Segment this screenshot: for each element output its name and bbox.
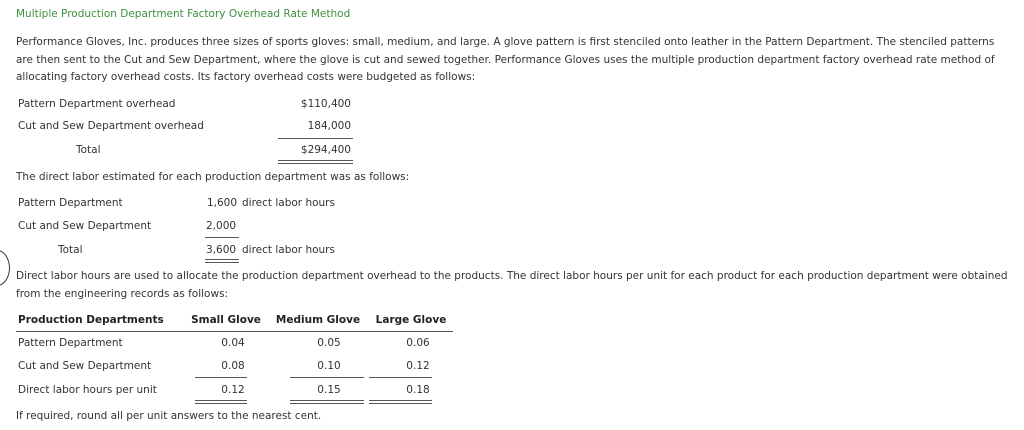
labor-label-pattern: Pattern Department (18, 197, 123, 209)
labor-unit-pattern: direct labor hours (242, 197, 335, 209)
per-unit-intro: Direct labor hours are used to allocate the production department overhead to the products. The direct labor hours per unit for each product for each production department were obtained from the engineering records as follows: (16, 270, 1008, 300)
overhead-value-cutsew: 184,000 (307, 120, 351, 132)
overhead-total-value: $294,400 (300, 144, 351, 156)
overhead-total-label: Total (76, 144, 101, 156)
labor-value-pattern: 1,600 (206, 197, 237, 209)
total-double-rule-small (195, 400, 247, 404)
labor-total-unit: direct labor hours (242, 244, 335, 256)
labor-total-label: Total (58, 244, 83, 256)
overhead-value-pattern: $110,400 (300, 98, 351, 110)
overhead-label-pattern: Pattern Department overhead (18, 98, 176, 110)
overhead-subtotal-rule (278, 138, 353, 139)
footnote: If required, round all per unit answers to the nearest cent. (16, 410, 322, 422)
row-label-total: Direct labor hours per unit (18, 384, 157, 396)
overhead-total-double-rule (278, 160, 353, 164)
intro-paragraph: Performance Gloves, Inc. produces three sizes of sports gloves: small, medium, and large. A glove pattern is first stenciled onto leather in the Pattern Department. The stenciled patterns are then sent to the Cut and Sew Department, where the glove is cut and sewed together. Performance Gloves uses the multiple production department factory overhead rate method of allocating factory overhead costs. Its factory overhead costs were budgeted as follows: (16, 36, 995, 83)
total-double-rule-large (369, 400, 432, 404)
row-cutsew-medium: 0.10 (317, 360, 341, 372)
row-pattern-large: 0.06 (406, 337, 430, 349)
total-large: 0.18 (406, 384, 430, 396)
labor-value-cutsew: 2,000 (206, 220, 237, 232)
subtotal-rule-large (369, 377, 432, 378)
subtotal-rule-small (195, 377, 247, 378)
left-margin-bracket (0, 250, 10, 286)
header-small-glove: Small Glove (191, 314, 261, 326)
page-title: Multiple Production Department Factory Overhead Rate Method (16, 8, 351, 20)
row-pattern-medium: 0.05 (317, 337, 341, 349)
row-cutsew-small: 0.08 (221, 360, 245, 372)
labor-total-value: 3,600 (206, 244, 237, 256)
header-production-departments: Production Departments (18, 314, 164, 326)
header-large-glove: Large Glove (375, 314, 447, 326)
labor-intro: The direct labor estimated for each production department was as follows: (16, 171, 410, 183)
total-medium: 0.15 (317, 384, 341, 396)
total-double-rule-medium (290, 400, 364, 404)
labor-subtotal-rule (205, 237, 239, 238)
row-label-cutsew: Cut and Sew Department (18, 360, 152, 372)
row-cutsew-large: 0.12 (406, 360, 430, 372)
labor-total-double-rule (205, 259, 239, 263)
overhead-label-cutsew: Cut and Sew Department overhead (18, 120, 204, 132)
header-rule (16, 331, 453, 332)
labor-label-cutsew: Cut and Sew Department (18, 220, 152, 232)
total-small: 0.12 (221, 384, 245, 396)
subtotal-rule-medium (290, 377, 364, 378)
header-medium-glove: Medium Glove (275, 314, 361, 326)
row-label-pattern: Pattern Department (18, 337, 123, 349)
row-pattern-small: 0.04 (221, 337, 245, 349)
